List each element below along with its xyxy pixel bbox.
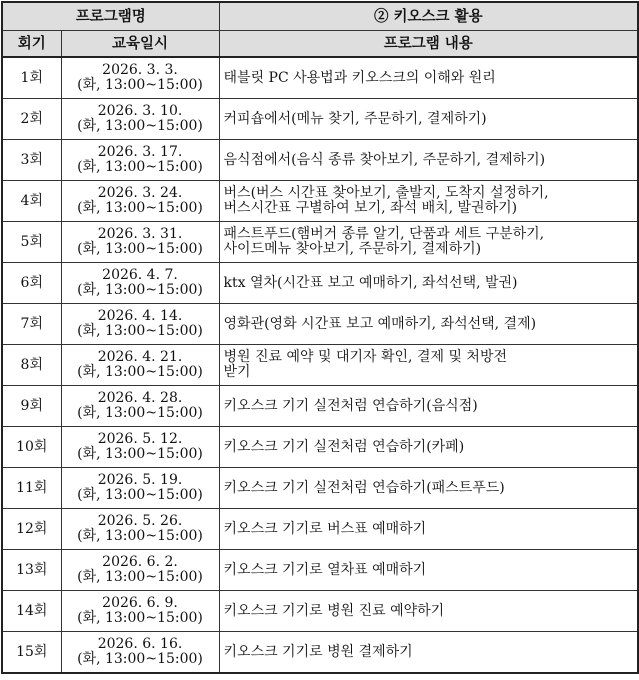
table-row (2, 591, 638, 632)
date-cell (61, 632, 219, 674)
time-text: (화, 13:00~15:00) (77, 487, 203, 503)
content-cell (219, 550, 638, 591)
date-cell (61, 304, 219, 345)
table-row (2, 632, 638, 674)
content-line: 영화관(영화 시간표 보고 예매하기, 좌석선택, 결제) (223, 315, 537, 332)
content-line: 버스(버스 시간표 찾아보기, 출발지, 도착지 설정하기, (223, 185, 549, 201)
content-cell (219, 427, 638, 468)
session-cell: 6회 (2, 263, 61, 304)
time-text: (화, 13:00~15:00) (77, 610, 203, 626)
table-row (2, 57, 638, 99)
table-row (2, 304, 638, 345)
date-cell (61, 140, 219, 181)
content-line: 태블릿 PC 사용법과 키오스크의 이해와 원리 (223, 69, 496, 86)
session-cell: 11회 (2, 468, 61, 509)
content-line: 키오스크 기기 실전처럼 연습하기(카페) (223, 438, 465, 455)
date-text: 2026. 4. 21. (97, 349, 183, 365)
col-header-date: 교육일시 (61, 31, 219, 58)
time-text: (화, 13:00~15:00) (77, 569, 203, 585)
date-text: 2026. 4. 7. (102, 267, 178, 283)
date-cell (61, 57, 219, 99)
time-text: (화, 13:00~15:00) (77, 651, 203, 667)
content-line: 키오스크 기기로 병원 진료 예약하기 (223, 602, 445, 619)
session-cell: 3회 (2, 140, 61, 181)
date-text: 2026. 3. 10. (97, 103, 183, 119)
date-text: 2026. 6. 9. (102, 595, 178, 611)
content-cell (219, 99, 638, 140)
session-cell: 2회 (2, 99, 61, 140)
date-text: 2026. 3. 17. (97, 144, 183, 160)
content-line: 병원 진료 예약 및 대기자 확인, 결제 및 처방전 (223, 349, 507, 365)
col-header-session: 회기 (2, 31, 61, 58)
session-cell: 8회 (2, 345, 61, 386)
table-row (2, 386, 638, 427)
date-text: 2026. 5. 19. (97, 472, 183, 488)
program-name-value: ② 키오스크 활용 (219, 2, 638, 31)
table-row (2, 99, 638, 140)
session-cell: 7회 (2, 304, 61, 345)
time-text: (화, 13:00~15:00) (77, 446, 203, 462)
session-cell: 13회 (2, 550, 61, 591)
date-text: 2026. 4. 28. (97, 390, 183, 406)
content-cell (219, 468, 638, 509)
content-cell (219, 304, 638, 345)
session-cell: 9회 (2, 386, 61, 427)
table-row (2, 345, 638, 386)
content-line: 키오스크 기기로 병원 결제하기 (223, 643, 413, 660)
content-line: 패스트푸드(햄버거 종류 알기, 단품과 세트 구분하기, (223, 226, 545, 242)
table-row (2, 550, 638, 591)
date-cell (61, 427, 219, 468)
content-line: 키오스크 기기 실전처럼 연습하기(패스트푸드) (223, 479, 505, 496)
session-cell: 1회 (2, 57, 61, 99)
table-row (2, 468, 638, 509)
date-text: 2026. 3. 31. (97, 226, 183, 242)
content-line: 커피숍에서(메뉴 찾기, 주문하기, 결제하기) (223, 110, 487, 127)
time-text: (화, 13:00~15:00) (77, 241, 203, 257)
table-row (2, 181, 638, 222)
program-schedule-table (1, 1, 639, 674)
date-text: 2026. 6. 2. (102, 554, 178, 570)
session-cell: 4회 (2, 181, 61, 222)
table-row (2, 263, 638, 304)
session-cell: 14회 (2, 591, 61, 632)
content-cell (219, 181, 638, 222)
content-line: 받기 (223, 364, 251, 380)
date-cell (61, 468, 219, 509)
date-cell (61, 222, 219, 263)
content-cell (219, 632, 638, 674)
content-cell (219, 222, 638, 263)
session-cell: 12회 (2, 509, 61, 550)
date-text: 2026. 5. 26. (97, 513, 183, 529)
date-cell (61, 99, 219, 140)
content-cell (219, 140, 638, 181)
column-header-row (2, 31, 638, 58)
col-header-content: 프로그램 내용 (219, 31, 638, 58)
content-cell (219, 263, 638, 304)
content-line: 사이드메뉴 찾아보기, 주문하기, 결제하기) (223, 241, 482, 257)
table-row (2, 222, 638, 263)
session-cell: 5회 (2, 222, 61, 263)
time-text: (화, 13:00~15:00) (77, 323, 203, 339)
time-text: (화, 13:00~15:00) (77, 200, 203, 216)
time-text: (화, 13:00~15:00) (77, 364, 203, 380)
content-line: 키오스크 기기로 버스표 예매하기 (223, 520, 427, 537)
table-row (2, 427, 638, 468)
time-text: (화, 13:00~15:00) (77, 282, 203, 298)
content-cell (219, 591, 638, 632)
time-text: (화, 13:00~15:00) (77, 405, 203, 421)
date-text: 2026. 5. 12. (97, 431, 183, 447)
time-text: (화, 13:00~15:00) (77, 118, 203, 134)
content-line: ktx 열차(시간표 보고 예매하기, 좌석선택, 발권) (223, 274, 518, 291)
table-row (2, 140, 638, 181)
session-cell: 15회 (2, 632, 61, 674)
date-text: 2026. 4. 14. (97, 308, 183, 324)
content-cell (219, 509, 638, 550)
session-cell: 10회 (2, 427, 61, 468)
date-text: 2026. 3. 3. (102, 62, 178, 78)
content-cell (219, 57, 638, 99)
date-cell (61, 509, 219, 550)
program-name-label: 프로그램명 (2, 2, 219, 31)
content-line: 음식점에서(음식 종류 찾아보기, 주문하기, 결제하기) (223, 151, 546, 168)
date-text: 2026. 3. 24. (97, 185, 183, 201)
time-text: (화, 13:00~15:00) (77, 77, 203, 93)
content-line: 버스시간표 구별하여 보기, 좌석 배치, 발권하기) (223, 200, 518, 216)
program-name-row (2, 2, 638, 31)
content-line: 키오스크 기기 실전처럼 연습하기(음식점) (223, 397, 478, 414)
date-cell (61, 345, 219, 386)
date-cell (61, 181, 219, 222)
content-cell (219, 345, 638, 386)
content-line: 키오스크 기기로 열차표 예매하기 (223, 561, 427, 578)
table-row (2, 509, 638, 550)
date-cell (61, 386, 219, 427)
time-text: (화, 13:00~15:00) (77, 159, 203, 175)
date-cell (61, 263, 219, 304)
date-cell (61, 591, 219, 632)
time-text: (화, 13:00~15:00) (77, 528, 203, 544)
date-text: 2026. 6. 16. (97, 636, 183, 652)
content-cell (219, 386, 638, 427)
date-cell (61, 550, 219, 591)
